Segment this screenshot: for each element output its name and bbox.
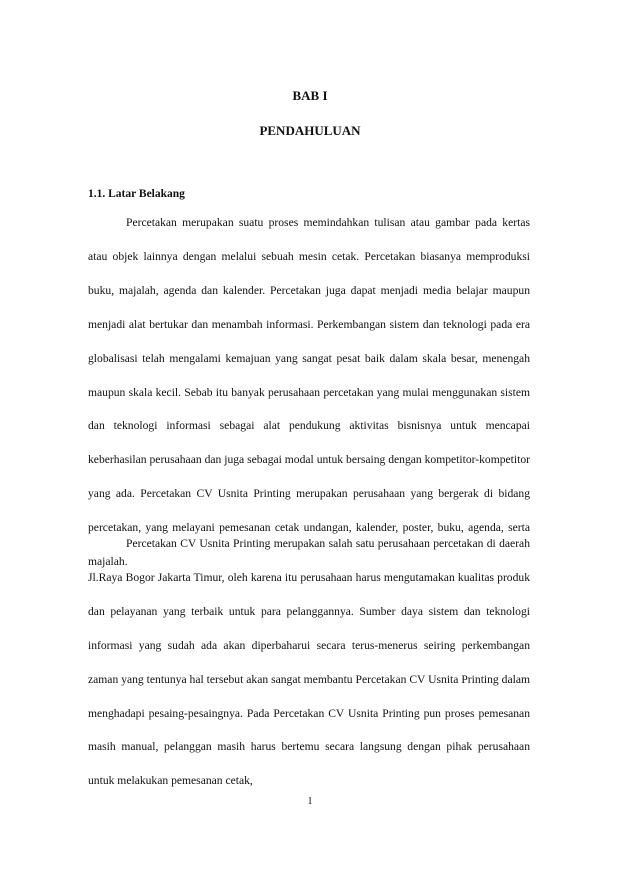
section-heading: 1.1. Latar Belakang: [88, 188, 185, 200]
body-paragraph: Percetakan merupakan suatu proses memindahkan tulisan atau gambar pada kertas atau objek lainnya dengan melalui sebuah mesin cetak. Percetakan biasanya memproduksi buku, majalah, agenda dan kalender. Percetakan juga dapat menjadi media belajar maupun menjadi alat bertukar dan menambah informasi. Perkembangan sistem dan teknologi pada era globalisasi telah mengalami kemajuan yang sangat pesat baik dalam skala besar, menengah maupun skala kecil. Sebab itu banyak perusahaan percetakan yang mulai menggunakan sistem dan teknologi informasi sebagai alat pendukung aktivitas bisnisnya untuk mencapai keberhasilan perusahaan dan juga sebagai modal untuk bersaing dengan kompetitor-kompetitor yang ada. Percetakan CV Usnita Printing merupakan perusahaan yang bergerak di bidang percetakan, yang melayani pemesanan cetak undangan, kalender, poster, buku, agenda, serta majalah.: [88, 216, 530, 569]
page-number: 1: [307, 796, 313, 807]
body-paragraph: Percetakan CV Usnita Printing merupakan salah satu perusahaan percetakan di daerah Jl.Raya Bogor Jakarta Timur, oleh karena itu perusahaan harus mengutamakan kualitas produk dan pelayanan yang terbaik untuk para pelanggannya. Sumber daya sistem dan teknologi informasi yang sudah ada akan diperbaharui secara terus-menerus seiring perkembangan zaman yang tentunya hal tersebut akan sangat membantu Percetakan CV Usnita Printing dalam menghadapi pesaing-pesaingnya. Pada Percetakan CV Usnita Printing pun proses pemesanan masih manual, pelanggan masih harus bertemu secara langsung dengan pihak perusahaan untuk melakukan pemesanan cetak,: [88, 537, 530, 788]
chapter-number: BAB I: [292, 88, 328, 103]
chapter-title: PENDAHULUAN: [259, 123, 361, 138]
